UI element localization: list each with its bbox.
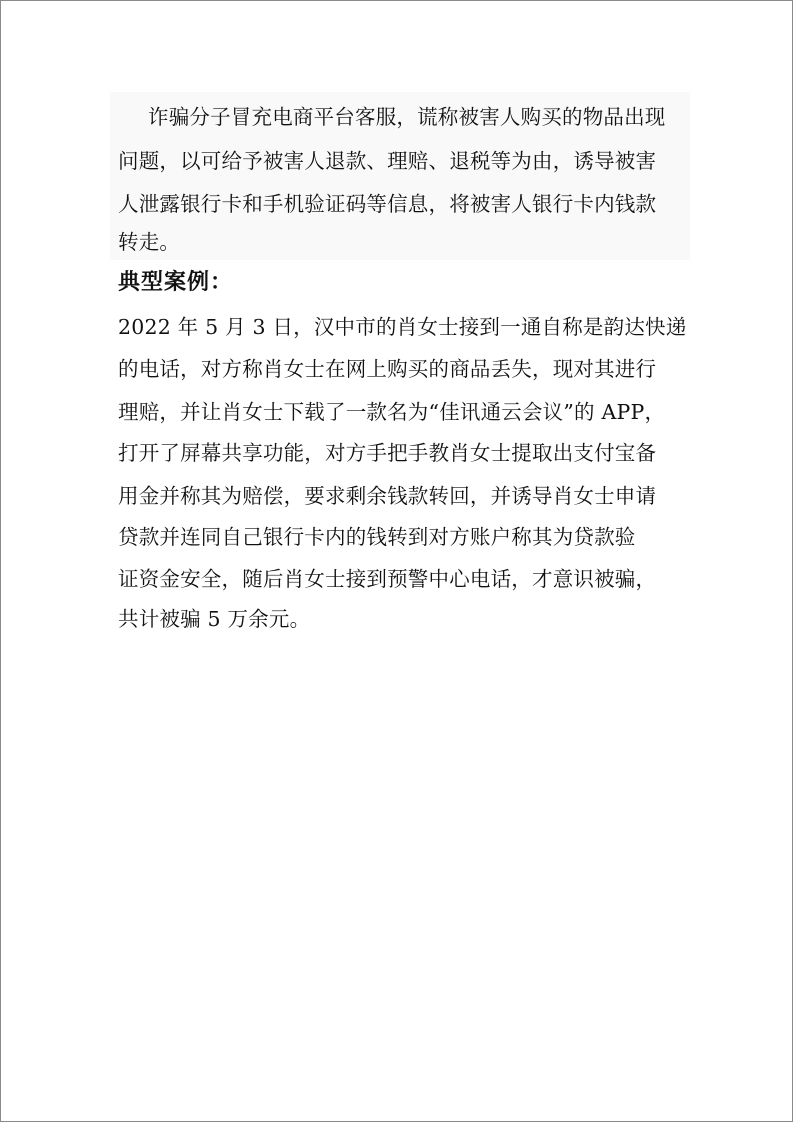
- case-line-5: 用金并称其为赔偿，要求剩余钱款转回，并诱导肖女士申请: [118, 484, 657, 508]
- case-line-7: 证资金安全，随后肖女士接到预警中心电话，才意识被骗，: [118, 567, 657, 591]
- case-line-1: 2022 年 5 月 3 日，汉中市的肖女士接到一通自称是韵达快递: [118, 315, 687, 339]
- case-line-2: 的电话，对方称肖女士在网上购买的商品丢失，现对其进行: [118, 357, 657, 381]
- case-line-8: 共计被骗 5 万余元。: [118, 607, 311, 631]
- case-line-6: 贷款并连同自己银行卡内的钱转到对方账户称其为贷款验: [118, 525, 636, 549]
- case-heading: 典型案例：: [118, 270, 234, 295]
- case-line-3: 理赔，并让肖女士下载了一款名为“佳讯通云会议”的 APP，: [118, 400, 666, 424]
- case-line-4: 打开了屏幕共享功能，对方手把手教肖女士提取出支付宝备: [118, 441, 657, 465]
- intro-line-3: 人泄露银行卡和手机验证码等信息，将被害人银行卡内钱款: [118, 192, 657, 216]
- intro-line-4: 转走。: [118, 230, 181, 254]
- intro-line-1: 诈骗分子冒充电商平台客服，谎称被害人购买的物品出现: [148, 105, 666, 129]
- intro-line-2: 问题，以可给予被害人退款、理赔、退税等为由，诱导被害: [118, 149, 657, 173]
